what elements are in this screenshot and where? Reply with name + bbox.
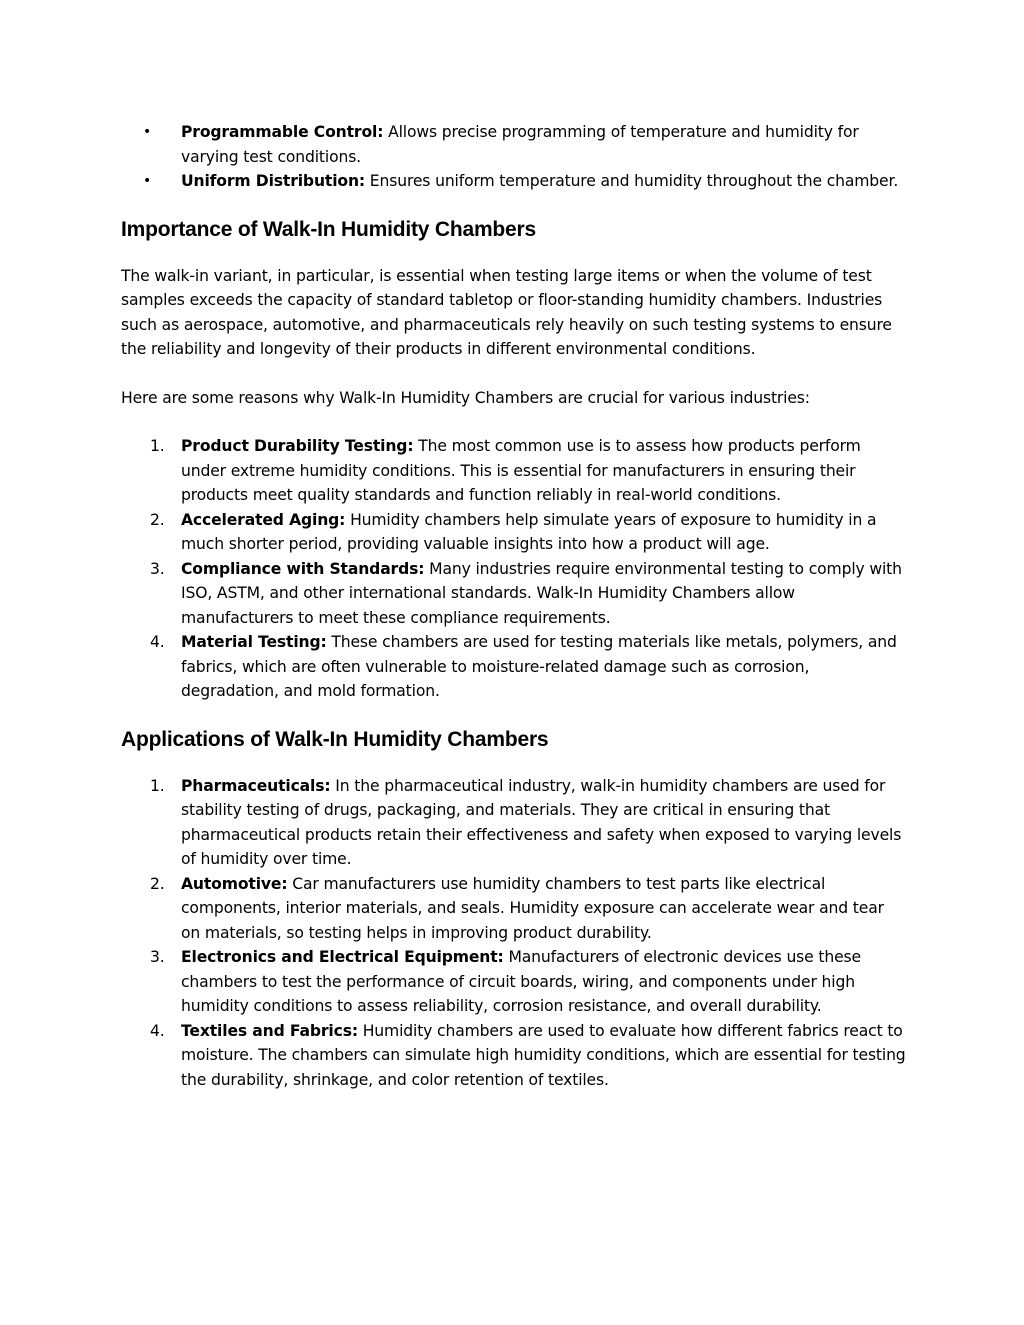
item-text: Manufacturers of electronic devices use these chambers to test the performance of circuit boards, wiring, and components under high humidity conditions to assess reliability, corrosion resistance, and overall durability. — [181, 948, 861, 1015]
bullet-icon: • — [143, 124, 152, 140]
list-item — [121, 120, 906, 169]
item-term: Electronics and Electrical Equipment: — [181, 948, 504, 966]
document-page — [121, 120, 906, 1092]
item-term: Automotive: — [181, 874, 288, 893]
item-term: Product Durability Testing: — [181, 437, 414, 455]
item-term: Material Testing: — [181, 633, 327, 651]
paragraph: The walk-in variant, in particular, is essential when testing large items or when the volume of test samples exceeds the capacity of standard tabletop or floor-standing humidity chambers. Industries such as aerospace, automotive, and pharmaceuticals rely heavily on such testing systems to ensure the reliability and longevity of their products in different environmental conditions. — [121, 266, 892, 358]
item-text: In the pharmaceutical industry, walk-in humidity chambers are used for stability testing of drugs, packaging, and materials. They are critical in ensuring that pharmaceutical products retain their effectiveness and safety when exposed to varying levels of humidity over time. — [181, 776, 902, 868]
list-number: 4. — [150, 633, 165, 651]
paragraph: Here are some reasons why Walk-In Humidity Chambers are crucial for various industries: — [121, 388, 810, 407]
item-text: Humidity chambers help simulate years of exposure to humidity in a much shorter period, providing valuable insights into how a product will age. — [181, 510, 877, 553]
importance-numbered-list — [121, 434, 906, 704]
section-heading-applications: Applications of Walk-In Humidity Chambers — [121, 727, 549, 751]
bullet-icon: • — [143, 173, 152, 189]
list-item — [121, 508, 906, 557]
list-number: 3. — [150, 948, 165, 966]
item-term: Uniform Distribution: — [181, 172, 365, 190]
list-item — [121, 557, 906, 631]
item-text: These chambers are used for testing materials like metals, polymers, and fabrics, which are often vulnerable to moisture-related damage such as corrosion, degradation, and mold formation. — [181, 633, 897, 700]
list-number: 1. — [150, 437, 165, 455]
list-item — [121, 774, 906, 872]
list-item — [121, 630, 906, 704]
item-term: Pharmaceuticals: — [181, 776, 331, 795]
section-heading-importance: Importance of Walk-In Humidity Chambers — [121, 217, 536, 241]
list-number: 2. — [150, 510, 165, 529]
list-number: 3. — [150, 559, 165, 578]
item-term: Programmable Control: — [181, 123, 384, 141]
list-number: 1. — [150, 776, 165, 795]
item-term: Accelerated Aging: — [181, 510, 346, 529]
item-text: Car manufacturers use humidity chambers to test parts like electrical components, interior materials, and seals. Humidity exposure can accelerate wear and tear on materials, so testing helps in improving product durability. — [181, 874, 884, 942]
feature-bullet-list — [121, 120, 906, 194]
list-item — [121, 1019, 906, 1093]
list-number: 4. — [150, 1021, 165, 1040]
item-term: Compliance with Standards: — [181, 559, 425, 578]
item-text: Humidity chambers are used to evaluate how different fabrics react to moisture. The chambers can simulate high humidity conditions, which are essential for testing the durability, shrinkage, and color retention of textiles. — [181, 1021, 906, 1089]
list-number: 2. — [150, 874, 165, 893]
item-text: Many industries require environmental testing to comply with ISO, ASTM, and other international standards. Walk-In Humidity Chambers allow manufacturers to meet these compliance requirements. — [181, 559, 902, 627]
item-text: The most common use is to assess how products perform under extreme humidity conditions. This is essential for manufacturers in ensuring their products meet quality standards and function reliably in real-world conditions. — [181, 437, 861, 504]
item-text: Ensures uniform temperature and humidity throughout the chamber. — [365, 172, 899, 190]
item-term: Textiles and Fabrics: — [181, 1021, 358, 1040]
applications-numbered-list — [121, 774, 906, 1093]
list-item — [121, 945, 906, 1019]
list-item — [121, 434, 906, 508]
list-item — [121, 872, 906, 946]
list-item — [121, 169, 906, 194]
item-text: Allows precise programming of temperature and humidity for varying test conditions. — [181, 123, 859, 166]
